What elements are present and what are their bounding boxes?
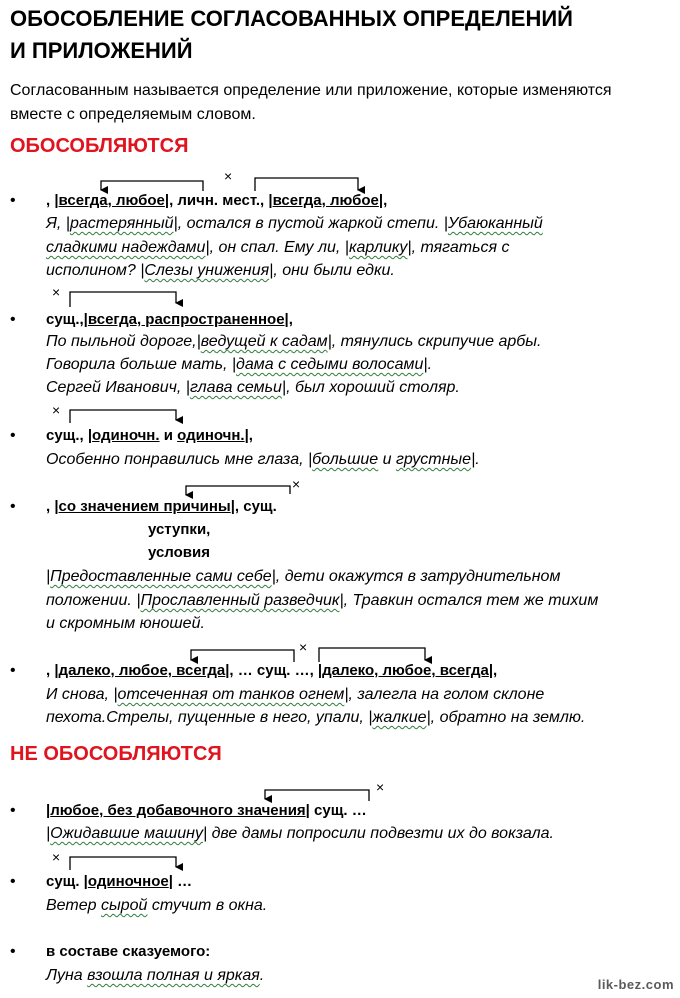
example-1-line1: Я, |растерянный|, остался в пустой жаркой степи. |Убаюканный [46,215,543,232]
formula-3: сущ., |одиночн. и одиночн.|, [46,427,253,444]
example-2-line1: По пыльной дороге,|ведущей к садам|, тянулись скрипучие арбы. [46,333,542,350]
intro-line2: вместе с определяемым словом. [10,106,256,123]
example-2-line3: Сергей Иванович, |глава семьи|, был хороший столяр. [46,379,460,396]
bullet-8: • [10,943,16,960]
example-2-line2: Говорила больше мать, |дама с седыми волосами|. [46,356,433,373]
watermark: lik-bez.com [597,977,674,992]
formula-4: , |со значением причины|, сущ. [46,498,277,515]
intro-line1: Согласованным называется определение или приложение, которые изменяются [10,82,612,99]
example-3-line1: Особенно понравились мне глаза, |большие и грустные|. [46,451,480,468]
cross-icon: × [224,168,233,184]
bullet-7: • [10,873,16,890]
formula-2: сущ.,|всегда, распространенное|, [46,311,293,328]
formula-7: сущ. |одиночное| … [46,873,193,890]
formula-1: , |всегда, любое|, личн. мест., |всегда, любое|, [46,192,388,209]
heading-isolated: ОБОСОБЛЯЮТСЯ [10,135,189,157]
example-4-line3: и скромным юношей. [46,615,205,632]
formula-4-alt2: условия [148,544,210,561]
bullet-2: • [10,311,16,328]
page-title-line2: И ПРИЛОЖЕНИЙ [10,38,193,63]
cross-icon: × [376,779,385,795]
example-1-line2: сладкими надеждами|, он спал. Ему ли, |карлику|, тягаться с [46,239,510,256]
cross-icon: × [52,402,61,418]
bullet-6: • [10,802,16,819]
cross-icon: × [292,476,301,492]
diagram-5-bracket-right [319,648,425,662]
formula-4-alt1: уступки, [148,521,211,538]
cross-icon: × [299,639,308,655]
diagram-3-bracket [70,410,176,423]
page-title: ОБОСОБЛЕНИЕ СОГЛАСОВАННЫХ ОПРЕДЕЛЕНИЙ [10,6,573,31]
cross-icon: × [52,849,61,865]
cross-icon: × [52,284,61,300]
diagram-6-bracket [265,790,369,801]
example-1-line3: исполином? |Слезы унижения|, они были едки. [46,262,395,279]
formula-5: , |далеко, любое, всегда|, … сущ. …, |далеко, любое, всегда|, [46,662,498,679]
formula-8: в составе сказуемого: [46,943,211,960]
example-4-line2: положении. |Прославленный разведчик|, Травкин остался тем же тихим [46,592,599,609]
example-5-line1: И снова, |отсеченная от танков огнем|, залегла на голом склоне [46,686,545,703]
example-6-line1: |Ожидавшие машину| две дамы попросили подвезти их до вокзала. [46,825,554,842]
example-5-line2: пехота.Стрелы, пущенные в него, упали, |жалкие|, обратно на землю. [46,709,586,726]
diagram-7-bracket [70,857,176,870]
diagram-1-bracket-left [101,181,203,191]
diagram-4-bracket [186,486,290,495]
formula-6: |любое, без добавочного значения| сущ. … [46,802,367,819]
bullet-1: • [10,192,16,209]
bullet-5: • [10,662,16,679]
diagram-2-bracket [70,292,176,307]
example-7-line1: Ветер сырой стучит в окна. [46,897,268,914]
example-4-line1: |Предоставленные сами себе|, дети окажутся в затруднительном [46,568,561,585]
example-8-line1: Луна взошла полная и яркая. [46,967,265,984]
diagram-1-bracket-right [255,178,358,191]
bullet-4: • [10,498,16,515]
bullet-3: • [10,427,16,444]
heading-not-isolated: НЕ ОБОСОБЛЯЮТСЯ [10,743,222,765]
